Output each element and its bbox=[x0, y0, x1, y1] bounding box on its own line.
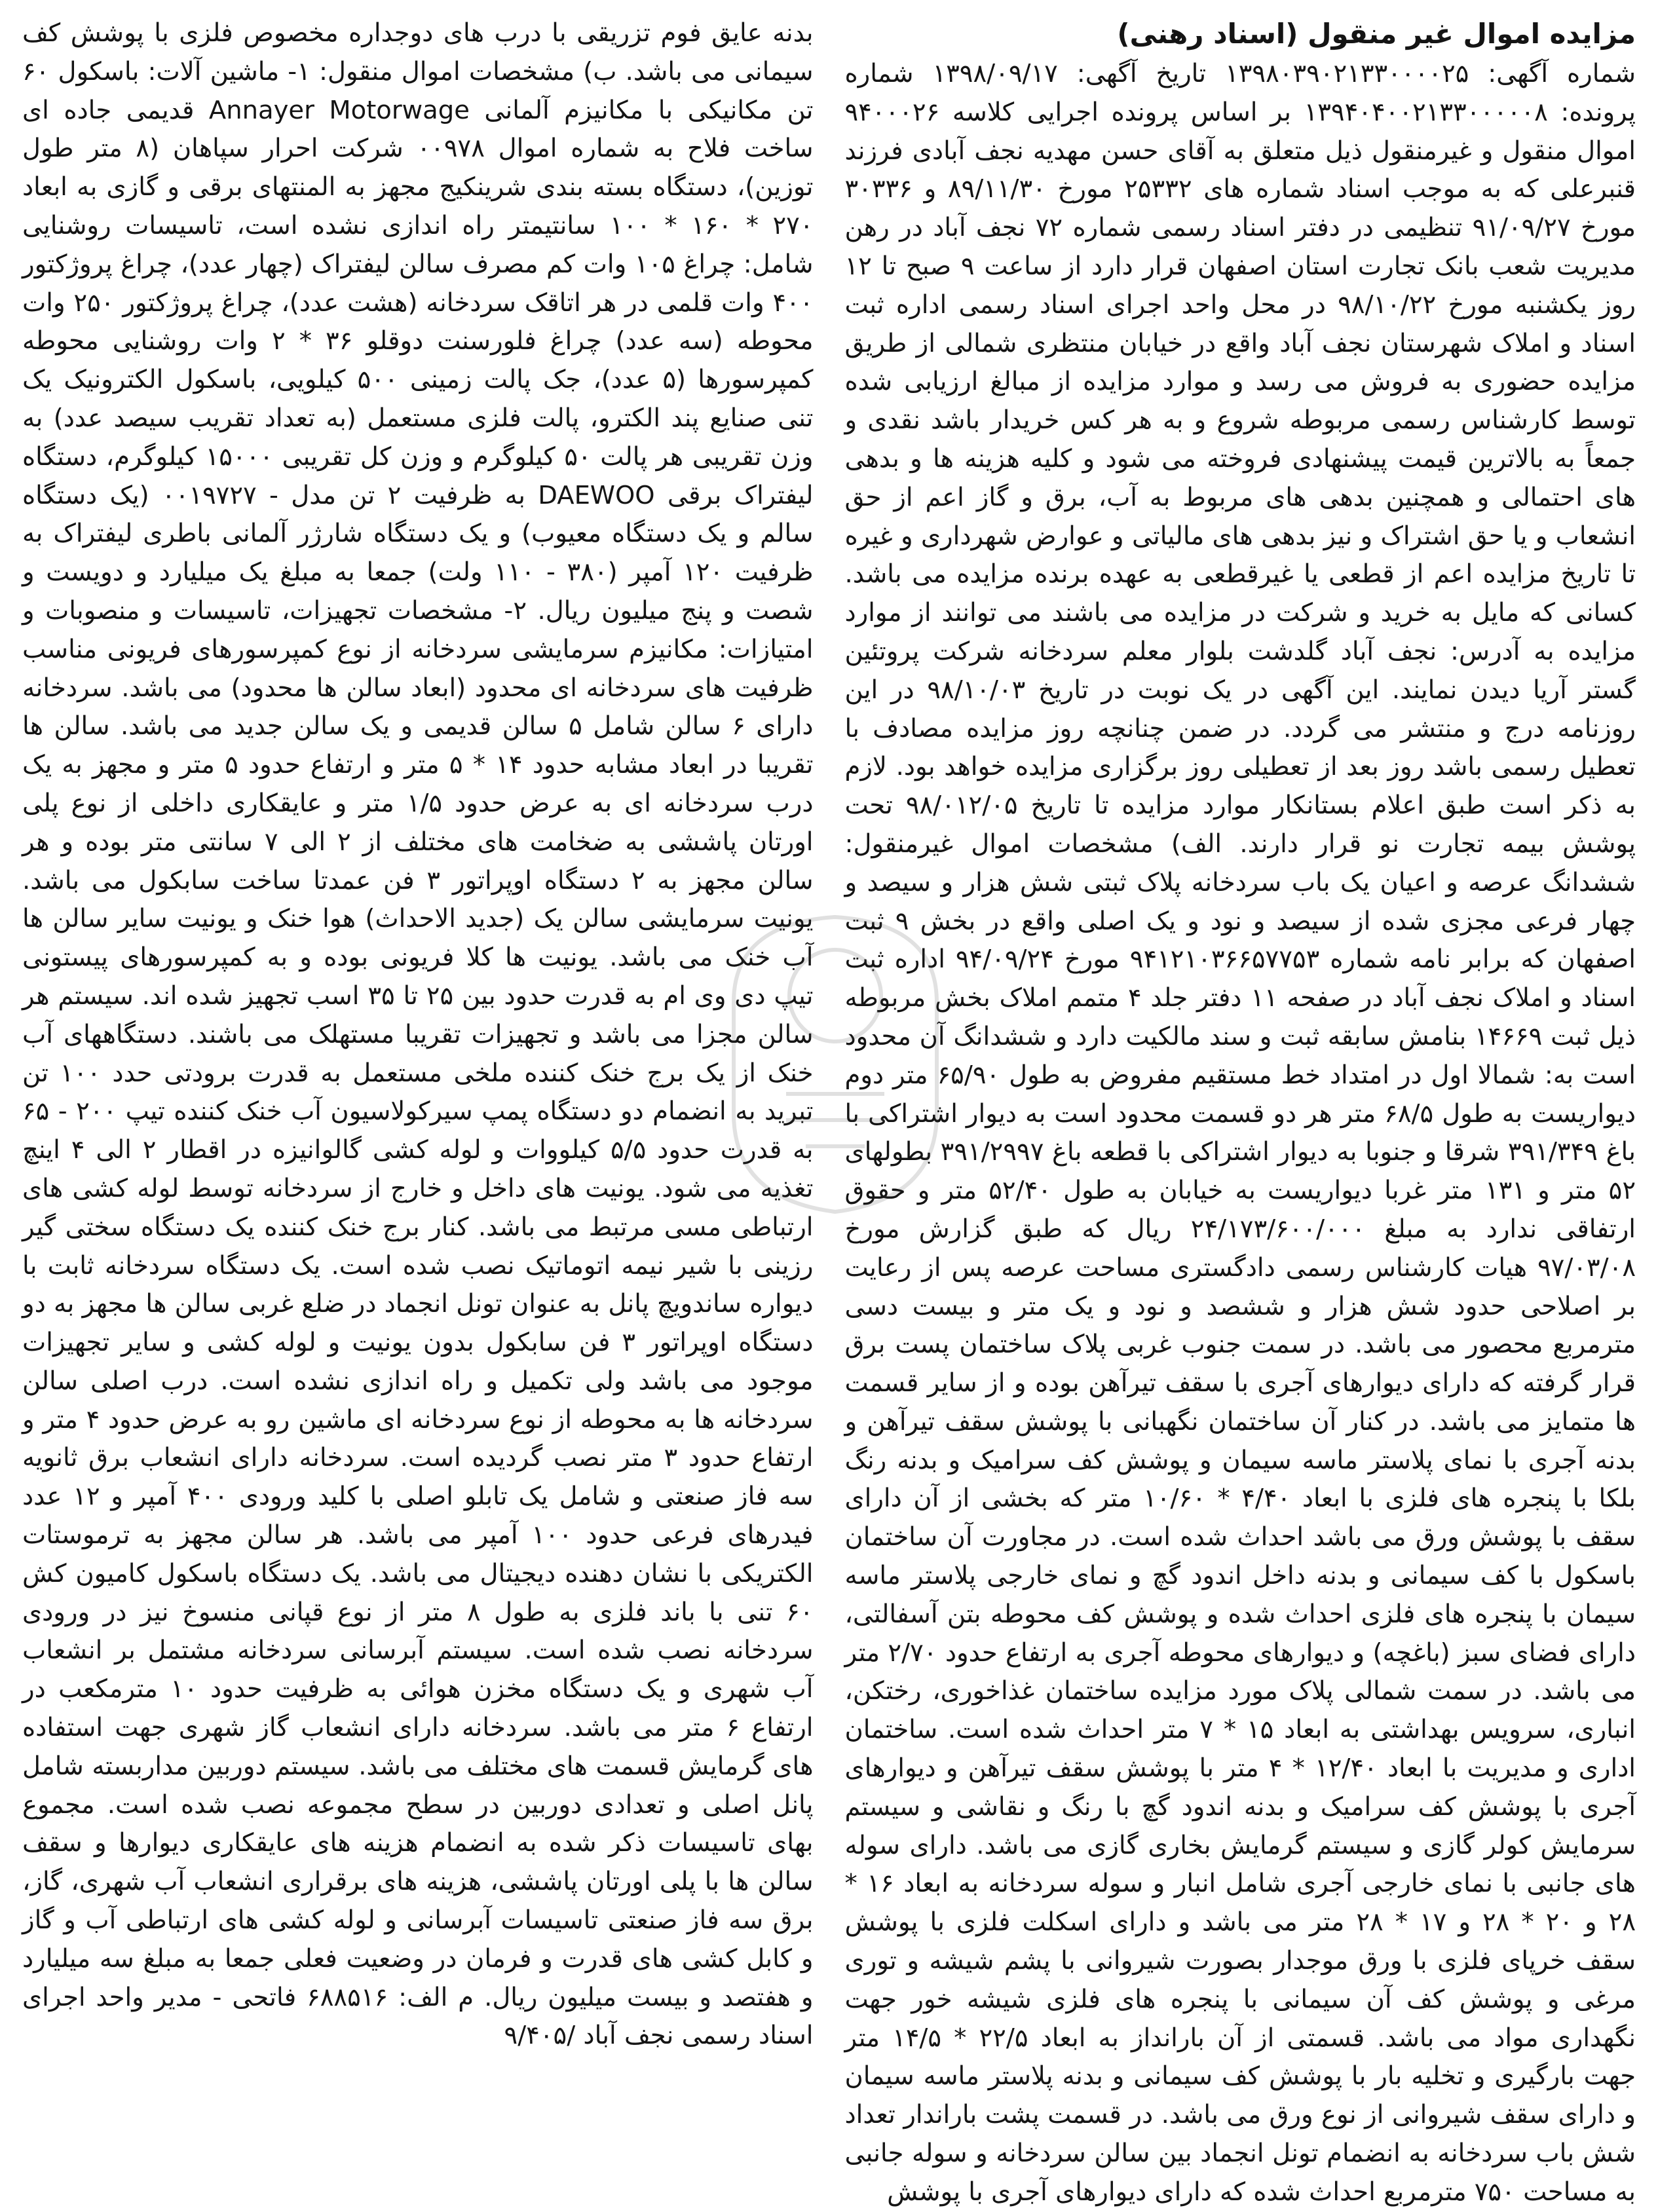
left-column bbox=[22, 14, 814, 2170]
notice-body-left: بدنه عایق فوم تزریقی با درب های دوجداره مخصوص فلزی با پوشش کف سیمانی می باشد. ب) مشخصات اموال منقول: ۱- ماشین آلات: باسکول ۶۰ تن مکانیکی با مکانیزم آلمانی Annayer Motorwage قدیمی جاده ای ساخت فلاح به شماره اموال ۰۰۹۷۸ شرکت احرار سپاهان (۸ متر طول توزین)، دستگاه بسته بندی شرینکیج مجهز به المنتهای برقی و گازی به ابعاد ۲۷۰ * ۱۶۰ * ۱۰۰ سانتیمتر راه اندازی نشده است، تاسیسات روشنایی شامل: چراغ ۱۰۵ وات کم مصرف سالن لیفتراک (چهار عدد)، چراغ پروژکتور ۴۰۰ وات قلمی در هر اتاقک سردخانه (هشت عدد)، چراغ پروژکتور ۲۵۰ وات محوطه (سه عدد) چراغ فلورسنت دوقلو ۳۶ * ۲ وات روشنایی محوطه کمپرسورها (۵ عدد)، جک پالت زمینی ۵۰۰ کیلویی، باسکول الکترونیک یک تنی صنایع پند الکترو، پالت فلزی مستعمل (به تعداد تقریب سیصد عدد) به وزن تقریبی هر پالت ۵۰ کیلوگرم و وزن کل تقریبی ۱۵۰۰۰ کیلوگرم، دستگاه لیفتراک برقی DAEWOO به ظرفیت ۲ تن مدل - ۰۰۱۹۷۲۷ (یک دستگاه سالم و یک دستگاه معیوب) و یک دستگاه شارژر آلمانی باطری لیفتراک به ظرفیت ۱۲۰ آمپر (۳۸۰ - ۱۱۰ ولت) جمعا به مبلغ یک میلیارد و دویست و شصت و پنج میلیون ریال. ۲- مشخصات تجهیزات، تاسیسات و منصوبات و امتیازات: مکانیزم سرمایشی سردخانه از نوع کمپرسورهای فریونی مناسب ظرفیت های سردخانه ای محدود (ابعاد سالن ها محدود) می باشد. سردخانه دارای ۶ سالن شامل ۵ سالن قدیمی و یک سالن جدید می باشد. سالن ها تقریبا در ابعاد مشابه حدود ۱۴ * ۵ متر و ارتفاع حدود ۵ متر و مجهز به یک درب سردخانه ای به عرض حدود ۱/۵ متر و عایقکاری داخلی از نوع پلی اورتان پاششی به ضخامت های مختلف از ۲ الی ۷ سانتی متر بوده و هر سالن مجهز به ۲ دستگاه اوپراتور ۳ فن عمدتا ساخت سابکول می باشد. یونیت سرمایشی سالن یک (جدید الاحداث) هوا خنک و یونیت سایر سالن ها آب خنک می باشد. یونیت ها کلا فریونی بوده و به کمپرسورهای پیستونی تیپ دی وی ام به قدرت حدود بین ۲۵ تا ۳۵ اسب تجهیز شده اند. سیستم هر سالن مجزا می باشد و تجهیزات تقریبا مستهلک می باشند. دستگاههای آب خنک از یک برج خنک کننده ملخی مستعمل به قدرت برودتی حدد ۱۰۰ تن تبرید به انضمام دو دستگاه پمپ سیرکولاسیون آب خنک کننده تیپ ۲۰۰ - ۶۵ به قدرت حدود ۵/۵ کیلووات و لوله کشی گالوانیزه در اقطار ۲ الی ۴ اینچ تغذیه می شود. یونیت های داخل و خارج از سردخانه توسط لوله کشی های ارتباطی مسی مرتبط می باشد. کنار برج خنک کننده یک دستگاه سختی گیر رزینی با شیر نیمه اتوماتیک نصب شده است. یک دستگاه سردخانه ثابت با دیواره ساندویچ پانل به عنوان تونل انجماد در ضلع غربی سالن ها مجهز به دو دستگاه اوپراتور ۳ فن سابکول بدون یونیت و لوله کشی و سایر تجهیزات موجود می باشد ولی تکمیل و راه اندازی نشده است. درب اصلی سالن سردخانه ها به محوطه از نوع سردخانه ای ماشین رو به عرض حدود ۴ متر و ارتفاع حدود ۳ متر نصب گردیده است. سردخانه دارای انشعاب برق ثانویه سه فاز صنعتی و شامل یک تابلو اصلی با کلید ورودی ۴۰۰ آمپر و ۱۲ عدد فیدرهای فرعی حدود ۱۰۰ آمپر می باشد. هر سالن مجهز به ترموستات الکتریکی با نشان دهنده دیجیتال می باشد. یک دستگاه باسکول کامیون کش ۶۰ تنی با باند فلزی به طول ۸ متر از نوع قپانی منسوخ نیز در ورودی سردخانه نصب شده است. سیستم آبرسانی سردخانه مشتمل بر انشعاب آب شهری و یک دستگاه مخزن هوائی به ظرفیت حدود ۱۰ مترمکعب در ارتفاع ۶ متر می باشد. سردخانه دارای انشعاب گاز شهری جهت استفاده های گرمایش قسمت های مختلف می باشد. سیستم دوربین مداربسته شامل پانل اصلی و تعدادی دوربین در سطح مجموعه نصب شده است. مجموع بهای تاسیسات ذکر شده به انضمام هزینه های عایقکاری دیوارها و سقف سالن ها با پلی اورتان پاششی، هزینه های برقراری انشعاب آب شهری، گاز، برق سه فاز صنعتی تاسیسات آبرسانی و لوله کشی های ارتباطی آب و گاز و کابل کشی های قدرت و فرمان در وضعیت فعلی جمعا به مبلغ سه میلیارد و هفتصد و بیست میلیون ریال. م الف: ۶۸۸۵۱۶ فاتحی - مدیر واحد اجرای اسناد رسمی نجف آباد /۹/۴۰۵ bbox=[22, 18, 814, 2051]
notice-body-right: شماره آگهی: ۱۳۹۸۰۳۹۰۲۱۳۳۰۰۰۰۲۵ تاریخ آگهی: ۱۳۹۸/۰۹/۱۷ شماره پرونده: ۱۳۹۴۰۴۰۰۲۱۳۳۰۰۰۰۰۸ بر اساس پرونده اجرایی کلاسه ۹۴۰۰۰۲۶ اموال منقول و غیرمنقول ذیل متعلق به آقای حسن مهدیه نجف آبادی فرزند قنبرعلی که به موجب اسناد شماره های ۲۵۳۳۲ مورخ ۸۹/۱۱/۳۰ و ۳۰۳۳۶ مورخ ۹۱/۰۹/۲۷ تنظیمی در دفتر اسناد رسمی شماره ۷۲ نجف آباد در رهن مدیریت شعب بانک تجارت استان اصفهان قرار دارد از ساعت ۹ صبح تا ۱۲ روز یکشنبه مورخ ۹۸/۱۰/۲۲ در محل واحد اجرای اسناد رسمی اداره ثبت اسناد و املاک شهرستان نجف آباد واقع در خیابان منتظری شمالی از طریق مزایده حضوری به فروش می رسد و موارد مزایده از مبالغ ارزیابی شده توسط کارشناس رسمی مربوطه شروع و به هر کس خریدار باشد نقدی و جمعاً به بالاترین قیمت پیشنهادی فروخته می شود و کلیه هزینه ها و بدهی های احتمالی و همچنین بدهی های مربوط به آب، برق و گاز اعم از حق انشعاب و یا حق اشتراک و نیز بدهی های مالیاتی و عوارض شهرداری و غیره تا تاریخ مزایده اعم از قطعی یا غیرقطعی به عهده برنده مزایده می باشد. کسانی که مایل به خرید و شرکت در مزایده می باشند می توانند از موارد مزایده به آدرس: نجف آباد گلدشت بلوار معلم سردخانه شرکت پروتئین گستر آریا دیدن نمایند. این آگهی در یک نوبت در تاریخ ۹۸/۱۰/۰۳ در این روزنامه درج و منتشر می گردد. در ضمن چنانچه روز مزایده مصادف با تعطیل رسمی باشد روز بعد از تعطیلی روز برگزاری مزایده خواهد بود. لازم به ذکر است طبق اعلام بستانکار موارد مزایده تا تاریخ ۹۸/۰۱۲/۰۵ تحت پوشش بیمه تجارت نو قرار دارند. الف) مشخصات اموال غیرمنقول: ششدانگ عرصه و اعیان یک باب سردخانه پلاک ثبتی شش هزار و سیصد و چهار فرعی مجزی شده از سیصد و نود و یک اصلی واقع در بخش ۹ ثبت اصفهان که برابر نامه شماره ۹۴۱۲۱۰۳۶۶۵۷۷۵۳ مورخ ۹۴/۰۹/۲۴ اداره ثبت اسناد و املاک نجف آباد در صفحه ۱۱ دفتر جلد ۴ متمم املاک بخش مربوطه ذیل ثبت ۱۴۶۶۹ بنامش سابقه ثبت و سند مالکیت دارد و ششدانگ آن محدود است به: شمالا اول در امتداد خط مستقیم مفروض به طول ۶۵/۹۰ متر دوم دیواریست به طول ۶۸/۵ متر هر دو قسمت محدود است به دیوار اشتراکی با باغ ۳۹۱/۳۴۹ شرقا و جنوبا به دیوار اشتراکی با قطعه باغ ۳۹۱/۲۹۹۷ بطولهای ۵۲ متر و ۱۳۱ متر غربا دیواریست به خیابان به طول ۵۲/۴۰ متر و حقوق ارتفاقی ندارد به مبلغ ۲۴/۱۷۳/۶۰۰/۰۰۰ ریال که طبق گزارش مورخ ۹۷/۰۳/۰۸ هیات کارشناس رسمی دادگستری مساحت عرصه پس از رعایت بر اصلاحی حدود شش هزار و ششصد و نود و یک متر و بیست دسی مترمربع محصور می باشد. در سمت جنوب غربی پلاک ساختمان پست برق قرار گرفته که دارای دیوارهای آجری با سقف تیرآهن بوده و از سایر قسمت ها متمایز می باشد. در کنار آن ساختمان نگهبانی با پوشش سقف تیرآهن و بدنه آجری با نمای پلاستر ماسه سیمان و پوشش کف سرامیک و بدنه رنگ بلکا با پنجره های فلزی با ابعاد ۴/۴۰ * ۱۰/۶۰ متر که بخشی از آن دارای سقف با پوشش ورق می باشد احداث شده است. در مجاورت آن ساختمان باسکول با کف سیمانی و بدنه داخل اندود گچ و نمای خارجی پلاستر ماسه سیمان با پنجره های فلزی احداث شده و پوشش کف محوطه بتن آسفالتی، دارای فضای سبز (باغچه) و دیوارهای محوطه آجری به ارتفاع حدود ۲/۷۰ متر می باشد. در سمت شمالی پلاک مورد مزایده ساختمان غذاخوری، رختکن، انباری، سرویس بهداشتی به ابعاد ۱۵ * ۷ متر احداث شده است. ساختمان اداری و مدیریت با ابعاد ۱۲/۴۰ * ۴ متر با پوشش سقف تیرآهن و دیوارهای آجری با پوشش کف سرامیک و بدنه اندود گچ با رنگ و نقاشی و سیستم سرمایش کولر گازی و سیستم گرمایش بخاری گازی می باشد. دارای سوله های جانبی با نمای خارجی آجری شامل انبار و سوله سردخانه به ابعاد ۱۶ * ۲۸ و ۲۰ * ۲۸ و ۱۷ * ۲۸ متر می باشد و دارای اسکلت فلزی با پوشش سقف خرپای فلزی با ورق موجدار بصورت شیروانی با پشم شیشه و توری مرغی و پوشش کف آن سیمانی با پنجره های فلزی شیشه خور جهت نگهداری مواد می باشد. قسمتی از آن بارانداز به ابعاد ۲۲/۵ * ۱۴/۵ متر جهت بارگیری و تخلیه بار با پوشش کف سیمانی و بدنه پلاستر ماسه سیمان و دارای سقف شیروانی از نوع ورق می باشد. در قسمت پشت باراندار تعداد شش باب سردخانه به انضمام تونل انجماد بین سالن سردخانه و سوله جانبی به مساحت ۷۵۰ مترمربع احداث شده که دارای دیوارهای آجری با پوشش bbox=[844, 59, 1636, 2207]
right-column bbox=[844, 14, 1636, 2207]
notice-title: مزایده اموال غیر منقول (اسناد رهنی) bbox=[1117, 18, 1636, 50]
